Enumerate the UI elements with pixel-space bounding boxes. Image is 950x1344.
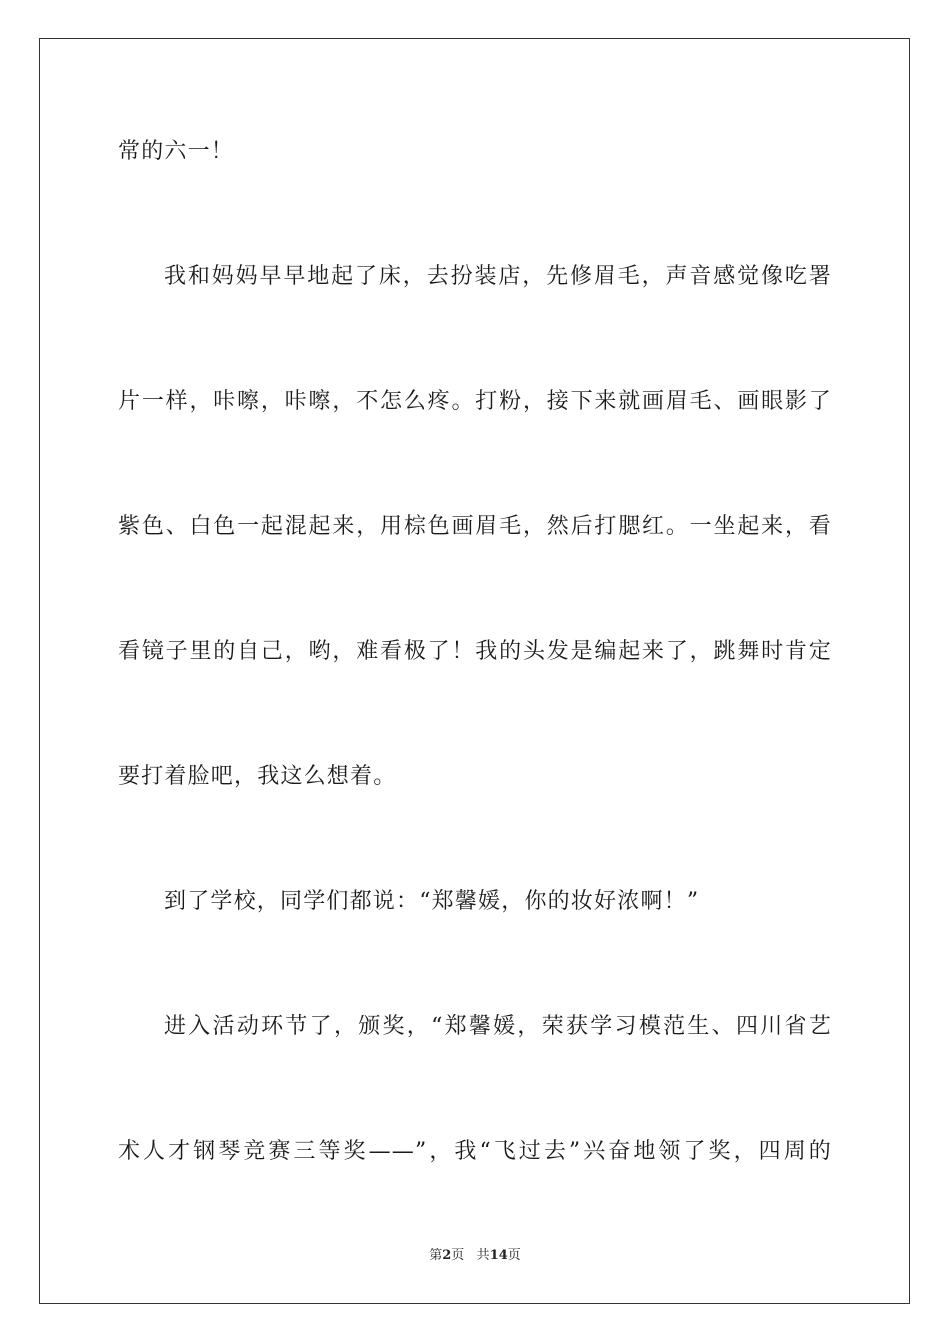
total-pages-prefix: 共 — [476, 1248, 490, 1263]
page-number-suffix: 页 — [451, 1248, 465, 1263]
total-pages-count: 14 — [489, 1248, 508, 1263]
total-pages-suffix: 页 — [507, 1248, 521, 1263]
text-line-5: 看镜子里的自己，哟，难看极了！我的头发是编起来了，跳舞时肯定 — [118, 639, 832, 664]
text-line-7: 到了学校，同学们都说：“郑馨媛，你的妆好浓啊！” — [164, 889, 700, 914]
text-line-9: 术人才钢琴竞赛三等奖——”，我“飞过去”兴奋地领了奖，四周的 — [118, 1139, 832, 1164]
text-line-2: 我和妈妈早早地起了床，去扮装店，先修眉毛，声音感觉像吃署 — [164, 264, 832, 289]
page-number-prefix: 第 — [429, 1248, 443, 1263]
page-border — [39, 38, 910, 1304]
text-line-3: 片一样，咔嚓，咔嚓，不怎么疼。打粉，接下来就画眉毛、画眼影了 — [118, 389, 832, 414]
text-line-4: 紫色、白色一起混起来，用棕色画眉毛，然后打腮红。一坐起来，看 — [118, 514, 832, 539]
page-footer — [0, 1247, 950, 1265]
page-number-current: 2 — [442, 1248, 452, 1263]
text-line-8: 进入活动环节了，颁奖，“郑馨媛，荣获学习模范生、四川省艺 — [164, 1014, 832, 1039]
text-line-6: 要打着脸吧，我这么想着。 — [118, 764, 397, 789]
text-line-1: 常的六一！ — [118, 139, 235, 164]
